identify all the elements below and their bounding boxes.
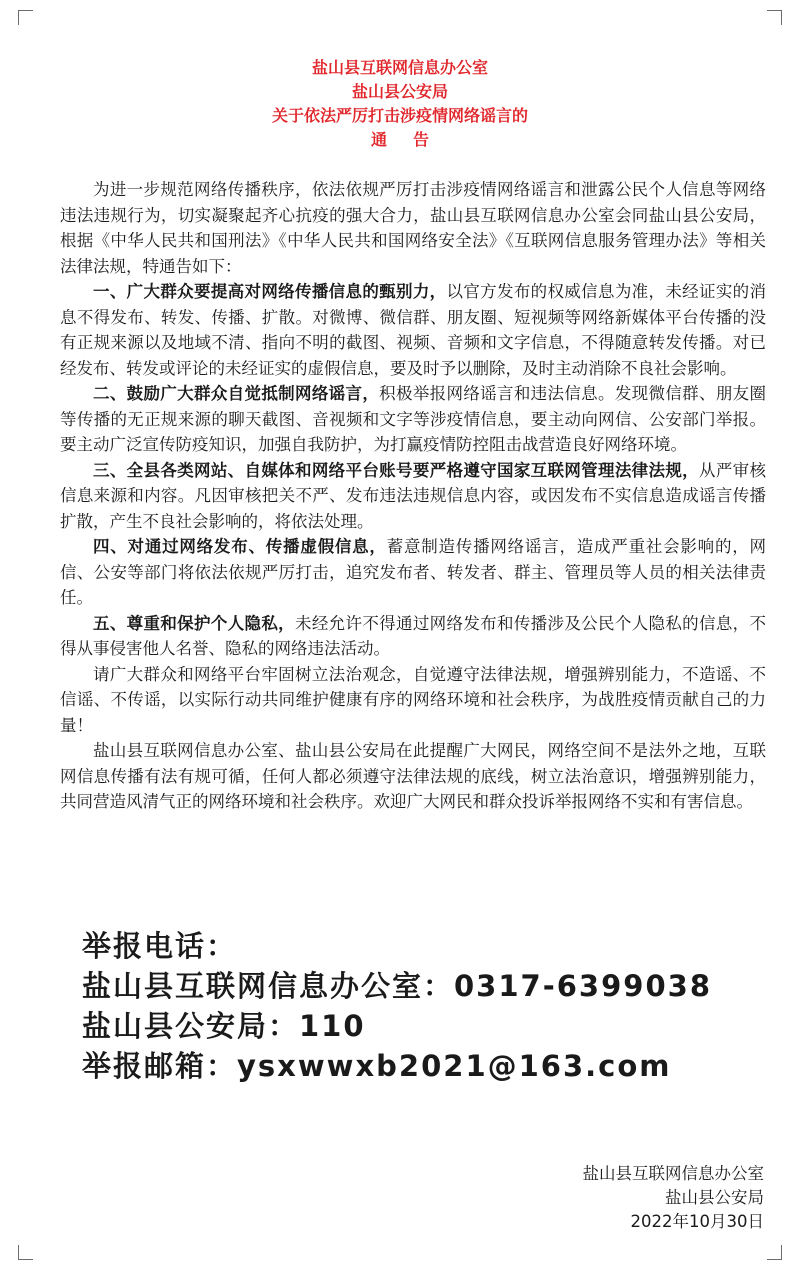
corner-mark-top-left: [18, 10, 33, 25]
report-phone-title: 举报电话：: [82, 929, 238, 963]
item-paragraph-3: [60, 458, 766, 535]
item-lead-5: 五、尊重和保护个人隐私，: [93, 613, 295, 633]
item-lead-1: 一、广大群众要提高对网络传播信息的甄别力，: [93, 282, 447, 301]
item-lead-4: 四、对通过网络发布、传播虚假信息，: [93, 537, 387, 556]
signature-org-1: 盐山县互联网信息办公室: [582, 1164, 764, 1183]
item-paragraph-2: [60, 381, 766, 458]
item-lead-3: 三、全县各类网站、自媒体和网络平台账号要严格遵守国家互联网管理法律法规，: [93, 460, 699, 480]
office-phone: 盐山县互联网信息办公室：0317-6399038: [82, 969, 712, 1003]
signature-date: 2022年10月30日: [630, 1212, 764, 1231]
document-body: [60, 177, 766, 815]
item-paragraph-4: [60, 534, 766, 611]
intro-paragraph: 为进一步规范网络传播秩序，依法依规严厉打击涉疫情网络谣言和泄露公民个人信息等网络违法违规行为，切实凝聚起齐心抗疫的强大合力，盐山县互联网信息办公室会同盐山县公安局，根据《中华人民共和国刑法》《中华人民共和国网络安全法》《互联网信息服务管理办法》等相关法律法规，特通告如下：: [60, 180, 766, 276]
report-email: 举报邮箱：ysxwwxb2021@163.com: [82, 1049, 672, 1083]
title-line-issuer-2: 盐山县公安局: [351, 82, 448, 101]
item-paragraph-5: [60, 611, 766, 662]
item-lead-2: 二、鼓励广大群众自觉抵制网络谣言，: [93, 384, 380, 403]
title-line-subject: 关于依法严厉打击涉疫情网络谣言的: [271, 106, 528, 125]
title-line-issuer-1: 盐山县互联网信息办公室: [311, 58, 488, 77]
reminder-paragraph: 盐山县互联网信息办公室、盐山县公安局在此提醒广大网民，网络空间不是法外之地，互联网信息传播有法有规可循，任何人都必须遵守法律法规的底线，树立法治意识，增强辨别能力，共同营造风清气正的网络环境和社会秩序。欢迎广大网民和群众投诉举报网络不实和有害信息。: [60, 741, 766, 811]
document-title: [0, 56, 800, 152]
signature-block: [464, 1162, 764, 1234]
corner-mark-bottom-right: [767, 1245, 782, 1260]
item-text-3: 从严审核信息来源和内容。凡因审核把关不严、发布违法违规信息内容，或因发布不实信息造成谣言传播扩散，产生不良社会影响的，将依法处理。: [60, 460, 767, 531]
corner-mark-bottom-left: [18, 1245, 33, 1260]
item-text-4: 蓄意制造传播网络谣言，造成严重社会影响的，网信、公安等部门将依法依规严厉打击，追究发布者、转发者、群主、管理员等人员的相关法律责任。: [60, 537, 767, 607]
title-line-notice: 通告: [370, 130, 455, 149]
item-text-1: 以官方发布的权威信息为准，未经证实的消息不得发布、转发、传播、扩散。对微博、微信群、朋友圈、短视频等网络新媒体平台传播的没有正规来源以及地域不清、指向不明的截图、视频、音频和文字信息，不得随意转发传播。对已经发布、转发或评论的未经证实的虚假信息，要及时予以删除，及时主动消除不良社会影响。: [60, 282, 767, 378]
signature-org-2: 盐山县公安局: [665, 1188, 764, 1207]
corner-mark-top-right: [767, 10, 782, 25]
item-paragraph-1: [60, 279, 766, 381]
report-contacts: [82, 926, 782, 1086]
item-text-5: 未经允许不得通过网络发布和传播涉及公民个人隐私的信息，不得从事侵害他人名誉、隐私的网络违法活动。: [60, 613, 767, 658]
item-text-2: 积极举报网络谣言和违法信息。发现微信群、朋友圈等传播的无正规来源的聊天截图、音视频和文字等涉疫情信息，要主动向网信、公安部门举报。要主动广泛宣传防疫知识，加强自我防护，为打赢疫情防控阻击战营造良好网络环境。: [60, 384, 767, 454]
appeal-paragraph: 请广大群众和网络平台牢固树立法治观念，自觉遵守法律法规，增强辨别能力，不造谣、不信谣、不传谣，以实际行动共同维护健康有序的网络环境和社会秩序，为战胜疫情贡献自己的力量！: [60, 664, 766, 735]
police-phone: 盐山县公安局：110: [82, 1009, 366, 1043]
